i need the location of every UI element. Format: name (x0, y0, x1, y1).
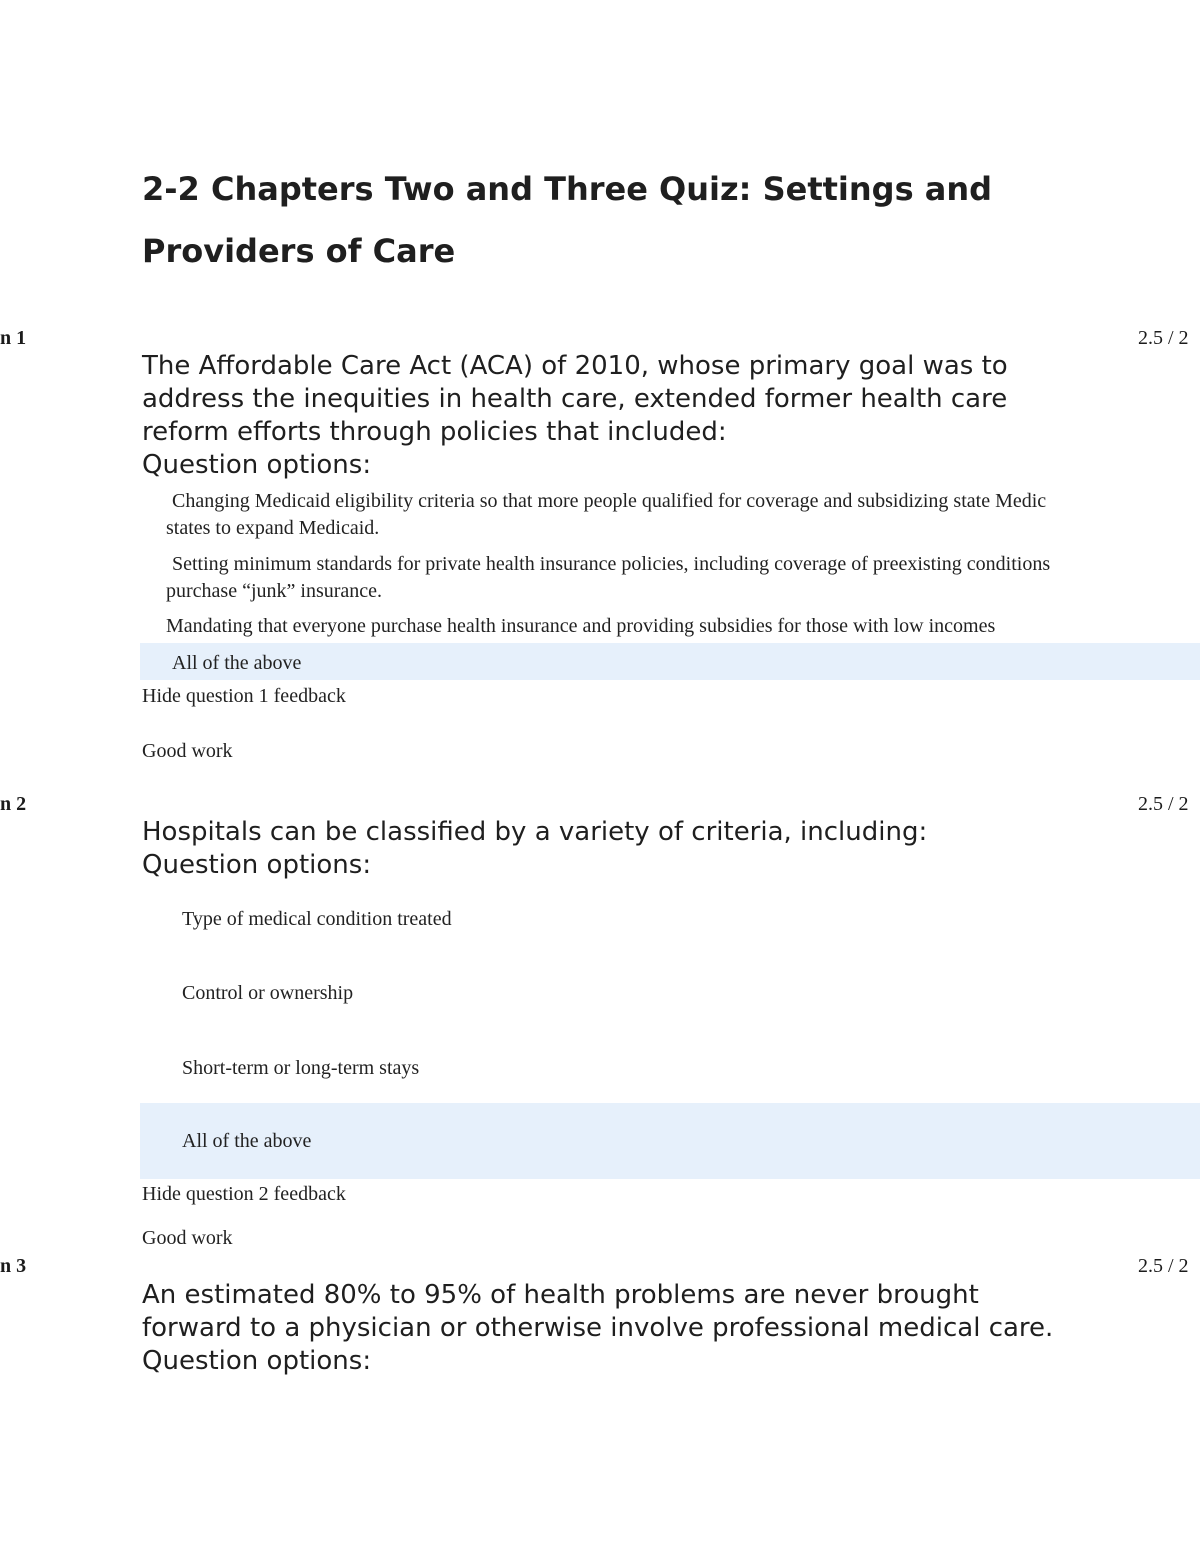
question-2-option-1[interactable]: Type of medical condition treated (182, 908, 452, 930)
question-1-option-2-line2: purchase “junk” insurance. (166, 580, 383, 602)
question-2-hide-feedback-link[interactable]: Hide question 2 feedback (142, 1183, 346, 1205)
question-3-stem-text: An estimated 80% to 95% of health problems are never brought forward to a physician or otherwise involve professional medical care. (142, 1280, 1054, 1343)
page-title: 2-2 Chapters Two and Three Quiz: Settings and Providers of Care (142, 170, 993, 270)
question-1-option-2-line1: Setting minimum standards for private health insurance policies, including coverage of preexisting conditions (172, 553, 1051, 575)
question-2-score: 2.5 / 2 (1138, 793, 1189, 815)
question-2-stem-text: Hospitals can be classified by a variety of criteria, including: (142, 817, 928, 847)
question-3-stem (142, 1279, 1062, 1378)
question-1-hide-feedback-link[interactable]: Hide question 1 feedback (142, 685, 346, 707)
question-1-option-4-line1: All of the above (172, 652, 302, 674)
question-1-score: 2.5 / 2 (1138, 327, 1189, 349)
question-1-option-1-line1: Changing Medicaid eligibility criteria so that more people qualified for coverage and subsidizing state Medic (172, 490, 1047, 512)
question-1-stem (142, 350, 1062, 482)
question-1-option-3-line1: Mandating that everyone purchase health insurance and providing subsidies for those with low incomes (166, 615, 996, 637)
question-2-feedback: Good work (142, 1227, 233, 1249)
question-2-options-label: Question options: (142, 850, 372, 880)
question-2-option-2[interactable]: Control or ownership (182, 982, 354, 1004)
question-1-label: n 1 (0, 327, 27, 349)
question-1-option-1-line2: states to expand Medicaid. (166, 517, 380, 539)
question-2-stem (142, 816, 1062, 882)
question-3-score: 2.5 / 2 (1138, 1255, 1189, 1277)
question-2-label: n 2 (0, 793, 27, 815)
question-3-label: n 3 (0, 1255, 27, 1277)
question-3-options-label: Question options: (142, 1346, 372, 1376)
question-1-option-4[interactable] (166, 650, 1200, 677)
question-1-option-2[interactable] (166, 551, 1200, 605)
question-2-option-3[interactable]: Short-term or long-term stays (182, 1057, 420, 1079)
question-1-stem-text: The Affordable Care Act (ACA) of 2010, whose primary goal was to address the inequities in health care, extended former health care reform efforts through policies that included: (142, 351, 1008, 447)
question-1-options-label: Question options: (142, 450, 372, 480)
question-1-option-3[interactable] (166, 613, 1200, 640)
question-1-feedback: Good work (142, 740, 233, 762)
question-1-option-1[interactable] (166, 488, 1200, 542)
question-2-option-4[interactable]: All of the above (182, 1130, 312, 1152)
